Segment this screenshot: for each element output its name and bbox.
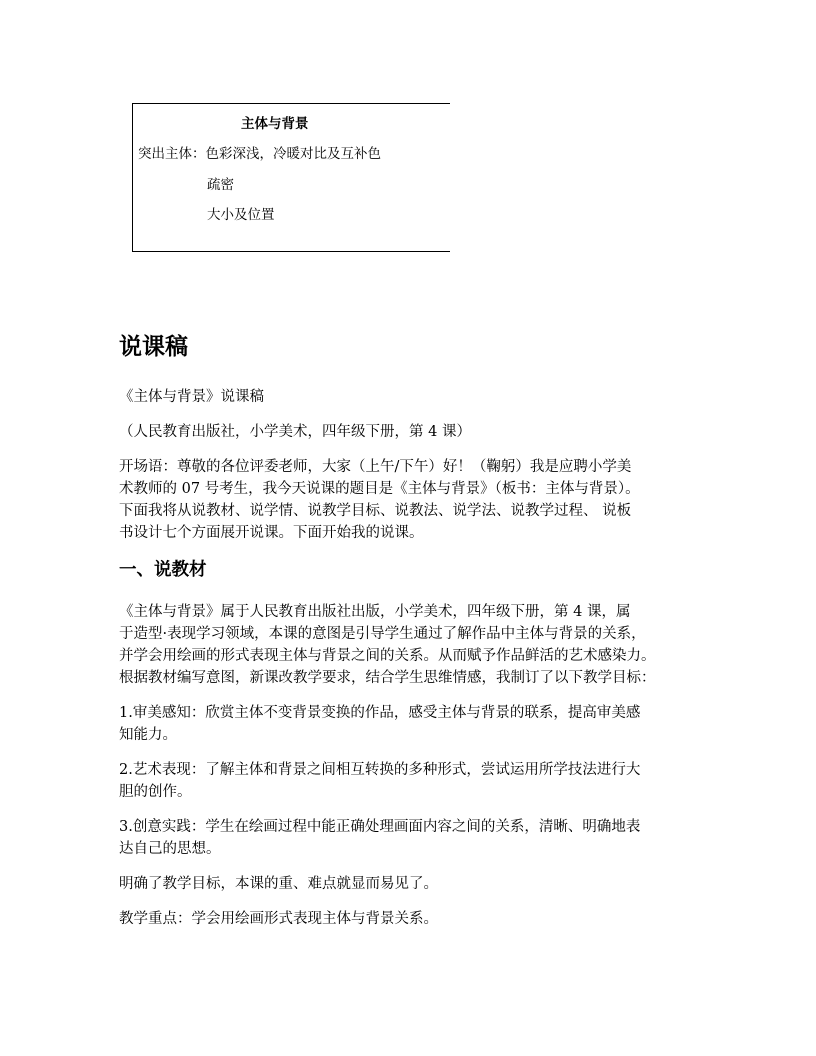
- textbook-line: 并学会用绘画的形式表现主体与背景之间的关系。从而赋予作品鲜活的艺术感染力。: [119, 648, 656, 664]
- goal-line: 3.创意实践：学生在绘画过程中能正确处理画面内容之间的关系，清晰、明确地表: [119, 819, 641, 835]
- goal-expression: [119, 759, 719, 803]
- board-row-density: 疏密: [207, 177, 234, 193]
- goal-line: 2.艺术表现：了解主体和背景之间相互转换的多种形式，尝试运用所学技法进行大: [119, 762, 641, 778]
- opening-line: 术教师的 07 号考生，我今天说课的题目是《主体与背景》（板书：主体与背景）。: [119, 481, 640, 497]
- opening-line: 开场语：尊敬的各位评委老师，大家（上午/下午）好！（鞠躬）我是应聘小学美: [119, 459, 632, 475]
- goal-line: 知能力。: [119, 727, 177, 743]
- clarify-paragraph: 明确了教学目标，本课的重、难点就显而易见了。: [119, 876, 438, 892]
- board-title: 主体与背景: [241, 116, 309, 132]
- board-row-size-position: 大小及位置: [207, 207, 275, 223]
- textbook-line: 《主体与背景》属于人民教育出版社出版，小学美术，四年级下册，第 4 课，属: [119, 604, 631, 620]
- page-title: 说课稿: [119, 334, 188, 360]
- goal-line: 胆的创作。: [119, 784, 192, 800]
- textbook-paragraph: [119, 601, 719, 689]
- key-point-paragraph: 教学重点：学会用绘画形式表现主体与背景关系。: [119, 911, 438, 927]
- subtitle: 《主体与背景》说课稿: [119, 389, 264, 405]
- textbook-line: 于造型·表现学习领域，本课的意图是引导学生通过了解作品中主体与背景的关系，: [119, 626, 646, 642]
- goal-line: 达自己的思想。: [119, 841, 221, 857]
- opening-paragraph: [119, 456, 719, 544]
- publisher-line: （人民教育出版社，小学美术，四年级下册，第 4 课）: [119, 424, 471, 440]
- blackboard-design-box: [132, 103, 450, 252]
- document-body: [119, 330, 719, 943]
- section-heading-textbook: 一、说教材: [119, 560, 207, 580]
- opening-line: 下面我将从说教材、说学情、说教学目标、说教法、说学法、说教学过程、 说板: [119, 503, 632, 519]
- board-row-highlight-subject: 突出主体：色彩深浅，冷暖对比及互补色: [138, 146, 381, 162]
- textbook-line: 根据教材编写意图，新课改教学要求，结合学生思维情感，我制订了以下教学目标：: [119, 670, 656, 686]
- goal-aesthetic: [119, 702, 719, 746]
- goal-practice: [119, 816, 719, 860]
- opening-line: 书设计七个方面展开说课。下面开始我的说课。: [119, 525, 424, 541]
- goal-line: 1.审美感知：欣赏主体不变背景变换的作品，感受主体与背景的联系，提高审美感: [119, 705, 641, 721]
